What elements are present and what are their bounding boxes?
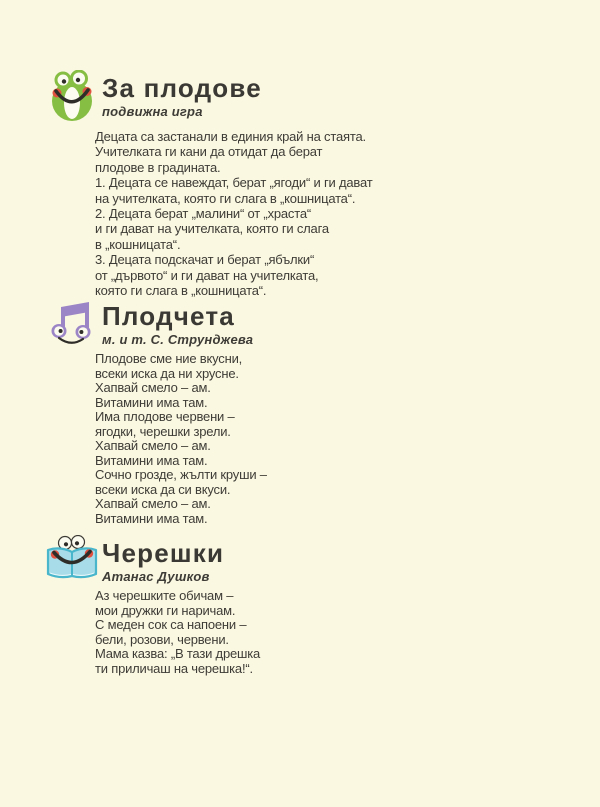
poem-line: Витамини има там.: [95, 452, 208, 468]
text-line: и ги дават на учителката, която ги слага: [95, 221, 329, 237]
section-subtitle: Атанас Душков: [102, 569, 210, 584]
text-line: на учителката, която ги слага в „кошницата“.: [95, 190, 356, 206]
text-line: 1. Децата се навеждат, берат „ягоди“ и ги дават: [95, 175, 373, 191]
section-header: [0, 535, 600, 587]
section-body: [95, 129, 600, 298]
section-title: Черешки: [102, 538, 225, 568]
text-line: 3. Децата подскачат и берат „ябълки“: [95, 252, 315, 268]
section-header: [0, 70, 600, 122]
poem-line: Сочно грозде, жълти круши –: [95, 467, 267, 482]
section-za-plodove: [0, 70, 600, 298]
poem-line: бели, розови, червени.: [95, 631, 229, 647]
text-line: плодове в градината.: [95, 159, 221, 175]
text-line: 2. Децата берат „малини“ от „храста“: [95, 206, 311, 222]
poem-line: ти приличаш на черешка!“.: [95, 660, 253, 676]
poem-line: Хапвай смело – ам.: [95, 438, 211, 453]
section-title: За плодове: [102, 73, 262, 103]
section-header: [0, 298, 600, 350]
section-body: [95, 589, 600, 676]
section-titles: [102, 298, 253, 347]
poem-line: Хапвай смело – ам.: [95, 496, 211, 511]
text-line: Децата са застанали в единия край на стаята.: [95, 129, 366, 144]
frog-icon: [44, 70, 100, 122]
poem-line: ягодки, черешки зрели.: [95, 423, 231, 439]
section-subtitle: м. и т. С. Струнджева: [102, 332, 254, 347]
text-line: която ги слага в „кошницата“.: [95, 283, 267, 299]
poem-line: всеки иска да си вкуси.: [95, 481, 231, 497]
poem-line: мои дружки ги наричам.: [95, 602, 236, 618]
poem-line: Хапвай смело – ам.: [95, 380, 211, 395]
poem-line: С меден сок са напоени –: [95, 617, 247, 632]
poem-line: Витамини има там.: [95, 510, 208, 526]
poem-line: Мама казва: „В тази дрешка: [95, 646, 261, 661]
section-titles: [102, 535, 224, 584]
section-subtitle: подвижна игра: [102, 104, 203, 119]
poem-line: Витамини има там.: [95, 394, 208, 410]
poem-line: Има плодове червени –: [95, 409, 235, 424]
poem-line: Плодове сме ние вкусни,: [95, 351, 243, 366]
music-note-icon: [44, 298, 100, 350]
text-line: в „кошницата“.: [95, 236, 181, 252]
text-line: от „дървото“ и ги дават на учителката,: [95, 267, 319, 283]
section-body: [95, 352, 600, 526]
text-line: Учителката ги кани да отидат да берат: [95, 144, 323, 160]
poem-line: Аз черешките обичам –: [95, 588, 234, 603]
section-titles: [102, 70, 262, 119]
section-chereshki: [0, 535, 600, 676]
section-plodcheta: [0, 298, 600, 526]
poem-line: всеки иска да ни хрусне.: [95, 365, 239, 381]
book-icon: [44, 535, 100, 587]
section-title: Плодчета: [102, 301, 235, 331]
